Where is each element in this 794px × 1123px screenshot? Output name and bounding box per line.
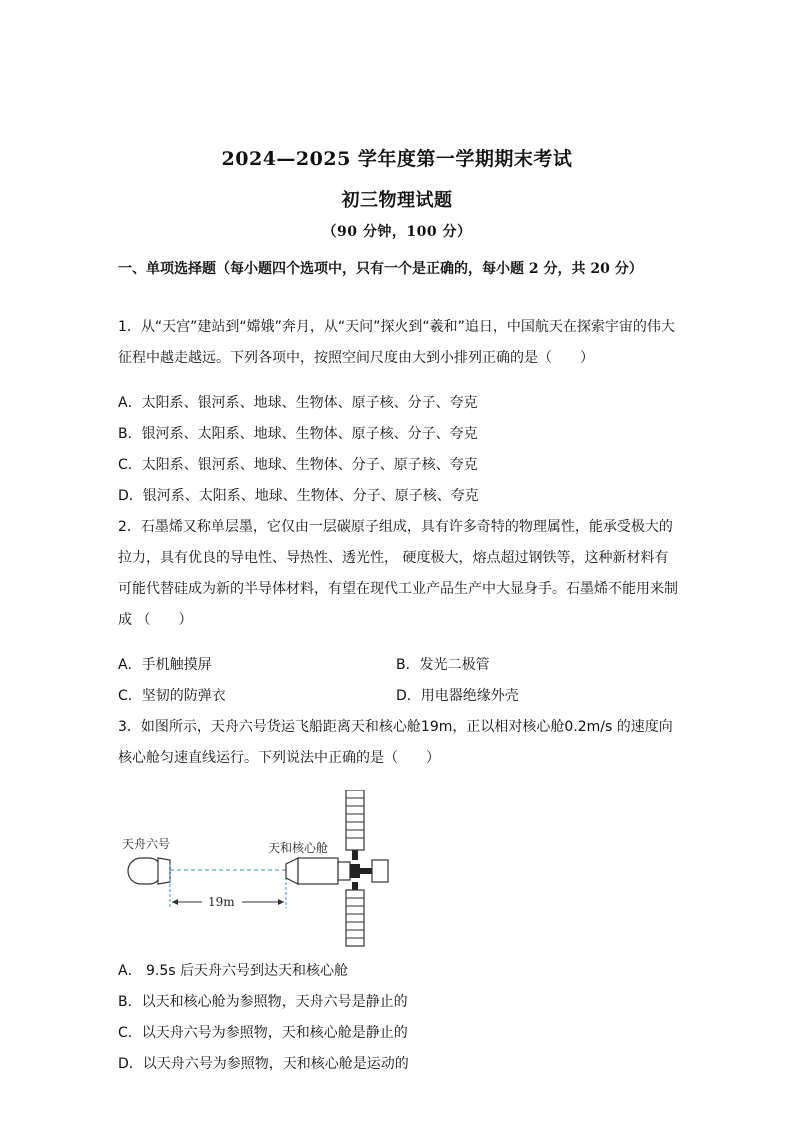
question-3-option-a: A． 9.5s 后天舟六号到达天和核心舱 <box>118 963 349 979</box>
question-1-option-d: D．银河系、太阳系、地球、生物体、分子、原子核、夸克 <box>118 488 479 504</box>
question-3-option-c: C．以天舟六号为参照物，天和核心舱是静止的 <box>118 1025 408 1041</box>
tianhe-module-shape <box>286 790 388 946</box>
question-2-option-d: D．用电器绝缘外壳 <box>396 688 519 704</box>
distance-label: 19m <box>208 895 235 909</box>
question-1-stem: 1．从“天宫”建站到“嫦娥”奔月，从“天问”探火到“羲和”追日，中国航天在探索宇宙的伟大征程中越走越远。下列各项中，按照空间尺度由大到小排列正确的是（ ） <box>118 319 675 366</box>
question-1-option-b: B．银河系、太阳系、地球、生物体、原子核、分子、夸克 <box>118 426 478 442</box>
question-1-option-a: A．太阳系、银河系、地球、生物体、原子核、分子、夸克 <box>118 395 478 411</box>
exam-subject: 初三物理试题 <box>341 190 453 211</box>
exam-title: 2024—2025 学年度第一学期期末考试 <box>221 148 573 170</box>
question-3-option-b: B．以天和核心舱为参照物，天舟六号是静止的 <box>118 994 408 1010</box>
question-1-option-c: C．太阳系、银河系、地球、生物体、分子、原子核、夸克 <box>118 457 478 473</box>
exam-meta: （90 分钟，100 分） <box>322 224 472 240</box>
question-2-stem: 2．石墨烯又称单层墨，它仅由一层碳原子组成，具有许多奇特的物理属性，能承受极大的拉力，具有优良的导电性、导热性、透光性， 硬度极大，熔点超过钢铁等，这种新材料有可能代替硅成为新的半导体材料，有望在现代工业产品生产中大显身手。石墨烯不能用来制成 （ ） <box>118 519 678 628</box>
tianzhou-capsule-shape <box>128 858 170 884</box>
label-tianzhou: 天舟六号 <box>122 837 171 851</box>
section-heading: 一、单项选择题（每小题四个选项中，只有一个是正确的，每小题 2 分，共 20 分） <box>118 261 643 277</box>
question-3-option-d: D．以天舟六号为参照物，天和核心舱是运动的 <box>118 1056 409 1072</box>
question-2-option-a: A．手机触摸屏 <box>118 657 212 673</box>
question-2-option-c: C．坚韧的防弹衣 <box>118 688 226 704</box>
label-tianhe: 天和核心舱 <box>268 841 329 855</box>
question-3-figure <box>118 790 418 950</box>
question-2-option-b: B．发光二极管 <box>396 657 490 673</box>
question-3-stem: 3．如图所示，天舟六号货运飞船距离天和核心舱19m，正以相对核心舱0.2m/s 的速度向核心舱匀速直线运行。下列说法中正确的是（ ） <box>118 719 673 766</box>
spacecraft-diagram <box>118 790 418 950</box>
